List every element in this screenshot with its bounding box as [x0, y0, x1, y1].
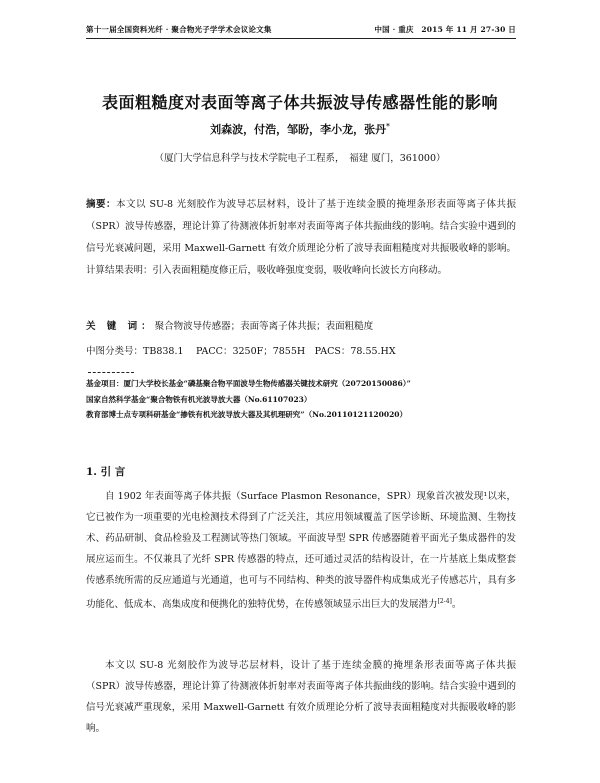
classification-number: 中图分类号：TB838.1 PACC：3250F；7855H PACS：78.55.HX — [86, 346, 396, 357]
running-header — [86, 24, 516, 39]
paper-title: 表面粗糙度对表面等离子体共振波导传感器性能的影响 — [101, 93, 498, 112]
abstract-label: 摘要： — [86, 199, 116, 210]
funding-line: 厦门大学校长基金“磷基聚合物平面波导生物传感器关键技术研究（20720150086）” — [123, 379, 411, 388]
conference-name: 第十一届全国资料光纤 · 聚合物光子学学术会议论文集 — [86, 25, 272, 34]
body-paragraph — [86, 486, 516, 615]
affiliation: （厦门大学信息科学与技术学院电子工程系， 福建 厦门，361000） — [154, 153, 446, 164]
paragraph-text: 自 1902 年表面等离子体共振（Surface Plasmon Resonance，SPR）现象首次被发现¹以来，它已被作为一项重要的光电检测技术得到了广泛关注，其应用领域覆盖了医学诊断、环境监测、生物技术、药品研制、食品检验及工程测试等热门领域。平面波导型 SPR 传感器随着平面光子集成器件的发展应运而生。不仅兼具了光纤 SPR 传感器的特点，还可通过灵活的结构设计，在一片基底上集成整套传感系统所需的反应通道与光通道，也可与不同结构、种类的波导器件构成集成光子传感芯片，具有多功能化、低成本、高集成度和便携化的独特优势，在传感领域显示出巨大的发展潜力 — [86, 491, 516, 611]
abstract-text: 本文以 SU-8 光刻胶作为波导芯层材料，设计了基于连续金膜的掩埋条形表面等离子体共振（SPR）波导传感器，理论计算了待测液体折射率对表面等离子体共振曲线的影响。结合实验中遇到的信号光衰减问题，采用 Maxwell-Garnett 有效介质理论分析了波导表面粗糙度对共振吸收峰的影响。计算结果表明：引入表面粗糙度修正后，吸收峰强度变弱，吸收峰向长波长方向移动。 — [86, 199, 516, 276]
section-heading: 1. 引 言 — [86, 466, 126, 478]
funding-line: 国家自然科学基金“聚合物铁有机光波导放大器（No.61107023） — [86, 394, 312, 404]
paragraph-end: 。 — [451, 599, 462, 611]
citation: [2-4] — [437, 598, 452, 605]
body-paragraph: 本文以 SU-8 光刻胶作为波导芯层材料，设计了基于连续金膜的掩埋条形表面等离子体共振（SPR）波导传感器，理论计算了待测液体折射率对表面等离子体共振曲线的影响。结合实验中遇到的信号光衰减严重现象，采用 Maxwell-Garnett 有效介质理论分析了波导表面粗糙度对共振吸收峰的影响。 — [86, 660, 516, 734]
keywords-text: 聚合物波导传感器；表面等离子体共振；表面粗糙度 — [154, 321, 374, 332]
abstract — [86, 194, 516, 282]
keywords — [86, 318, 516, 332]
funding-label: 基金项目： — [86, 379, 124, 388]
keywords-label: 关 键 词： — [86, 321, 155, 332]
funding-line: 教育部博士点专项科研基金“掺铁有机光波导放大器及其机理研究”（No.20110121120020） — [86, 410, 408, 419]
author-names: 刘森波，付浩，邹盼，李小龙，张丹 — [210, 123, 387, 136]
authors — [0, 121, 600, 137]
conference-location-date: 中国 · 重庆 2015 年 11 月 27-30 日 — [374, 25, 516, 34]
corresponding-mark: * — [386, 121, 390, 131]
footnote-divider — [88, 372, 134, 373]
funding — [86, 376, 526, 423]
